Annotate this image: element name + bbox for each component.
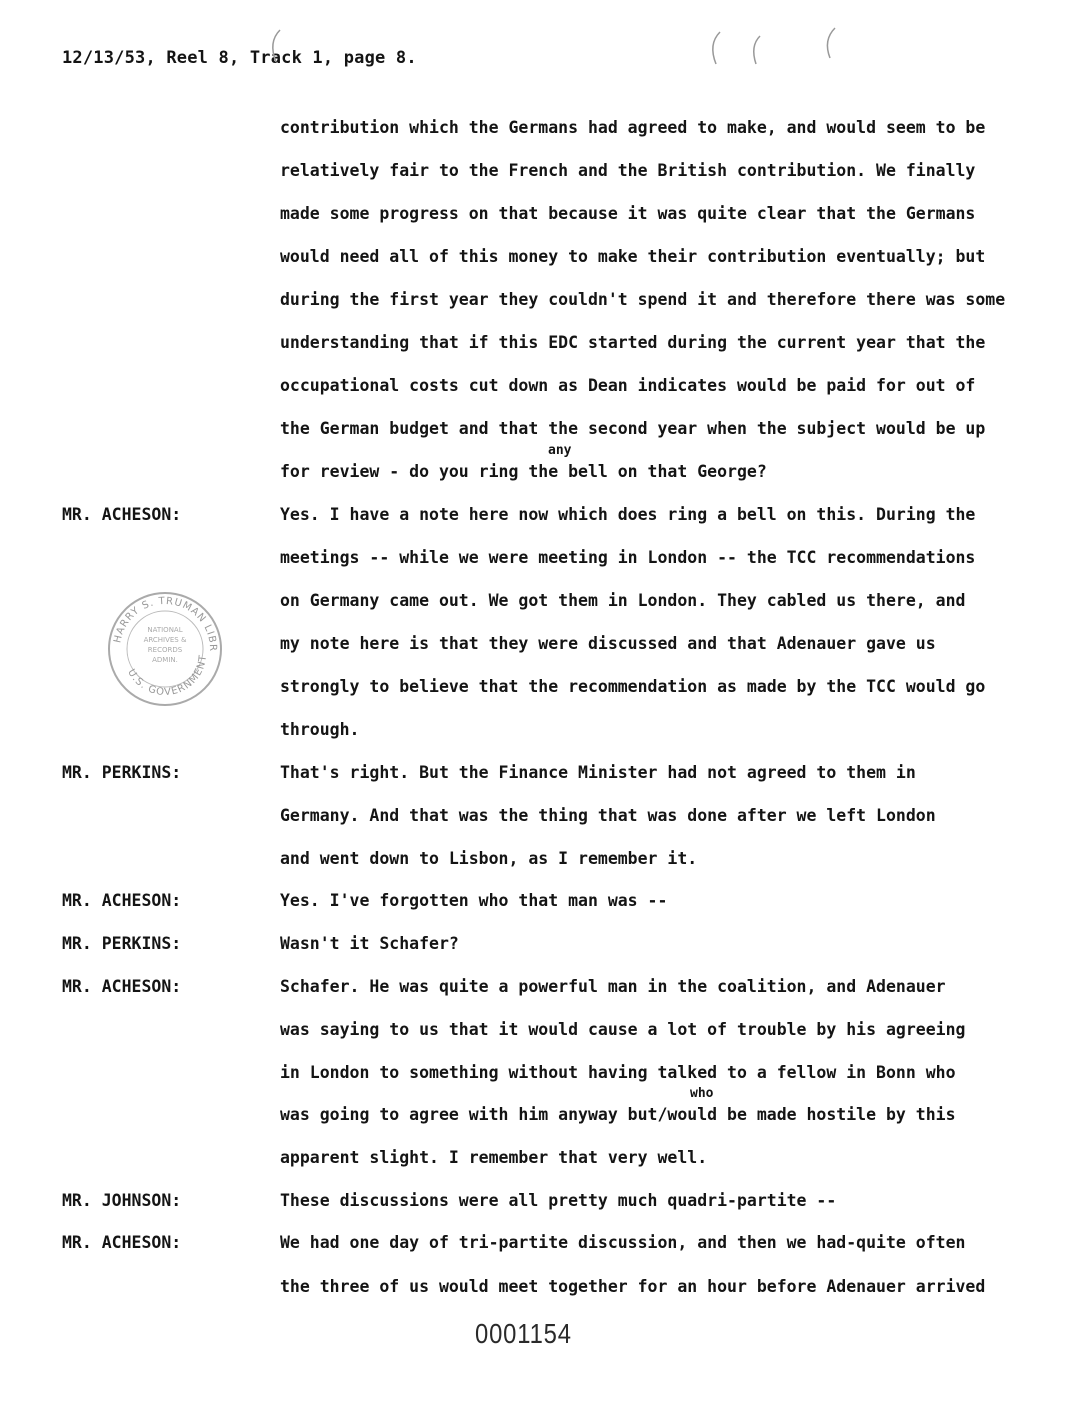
scan-artifact-marks — [260, 20, 860, 70]
stamp-center-line: ARCHIVES & — [143, 636, 187, 644]
text-line: in London to something without having talked to a fellow in Bonn who — [280, 1063, 956, 1082]
text-line: for review - do you ring the bell on that George? — [280, 462, 767, 481]
typed-insertion: who — [690, 1086, 714, 1101]
text-line: We had one day of tri-partite discussion, and then we had-quite often — [280, 1233, 966, 1252]
speaker-label: MR. ACHESON: — [62, 505, 182, 524]
text-line: would need all of this money to make their contribution eventually; but — [280, 247, 986, 266]
text-line: occupational costs cut down as Dean indicates would be paid for out of — [280, 376, 976, 395]
speaker-label: MR. ACHESON: — [62, 977, 182, 996]
speaker-label: MR. JOHNSON: — [62, 1191, 182, 1210]
text-line: These discussions were all pretty much quadri-partite -- — [280, 1191, 837, 1210]
text-line: Yes. I've forgotten who that man was -- — [280, 891, 668, 910]
text-line: Yes. I have a note here now which does ring a bell on this. During the — [280, 505, 976, 524]
speaker-label: MR. ACHESON: — [62, 891, 182, 910]
text-line: contribution which the Germans had agreed to make, and would seem to be — [280, 118, 986, 137]
stamp-center-line: RECORDS — [147, 646, 183, 654]
text-line: the German budget and that the second year when the subject would be up — [280, 419, 986, 438]
text-line: That's right. But the Finance Minister had not agreed to them in — [280, 763, 916, 782]
typed-insertion: any — [548, 443, 572, 458]
text-line: understanding that if this EDC started during the current year that the — [280, 333, 986, 352]
speaker-label: MR. ACHESON: — [62, 1233, 182, 1252]
stamp-center-line: ADMIN. — [152, 656, 178, 664]
text-line: and went down to Lisbon, as I remember it. — [280, 849, 698, 868]
speaker-label: MR. PERKINS: — [62, 934, 182, 953]
text-line: was going to agree with him anyway but/would be made hostile by this — [280, 1105, 956, 1124]
text-line: apparent slight. I remember that very well. — [280, 1148, 708, 1167]
text-line: on Germany came out. We got them in London. They cabled us there, and — [280, 591, 966, 610]
text-line: through. — [280, 720, 360, 739]
archive-stamp — [106, 590, 224, 708]
text-line: meetings -- while we were meeting in London -- the TCC recommendations — [280, 548, 976, 567]
page-header: 12/13/53, Reel 8, Track 1, page 8. — [62, 48, 417, 68]
text-line: Schafer. He was quite a powerful man in the coalition, and Adenauer — [280, 977, 946, 996]
text-line: Germany. And that was the thing that was done after we left London — [280, 806, 936, 825]
text-line: the three of us would meet together for an hour before Adenauer arrived — [280, 1277, 986, 1296]
speaker-label: MR. PERKINS: — [62, 763, 182, 782]
text-line: Wasn't it Schafer? — [280, 934, 459, 953]
stamp-bottom-text: U.S. GOVERNMENT — [125, 653, 210, 699]
text-line: made some progress on that because it was quite clear that the Germans — [280, 204, 976, 223]
stamp-center-line: NATIONAL — [147, 626, 183, 634]
text-line: relatively fair to the French and the British contribution. We finally — [280, 161, 976, 180]
text-line: my note here is that they were discussed and that Adenauer gave us — [280, 634, 936, 653]
document-number: 0001154 — [475, 1318, 572, 1349]
text-line: during the first year they couldn't spend it and therefore there was some — [280, 290, 1006, 309]
stamp-top-text: HARRY S. TRUMAN LIBR — [112, 595, 219, 652]
text-line: strongly to believe that the recommendation as made by the TCC would go — [280, 677, 986, 696]
text-line: was saying to us that it would cause a lot of trouble by his agreeing — [280, 1020, 966, 1039]
